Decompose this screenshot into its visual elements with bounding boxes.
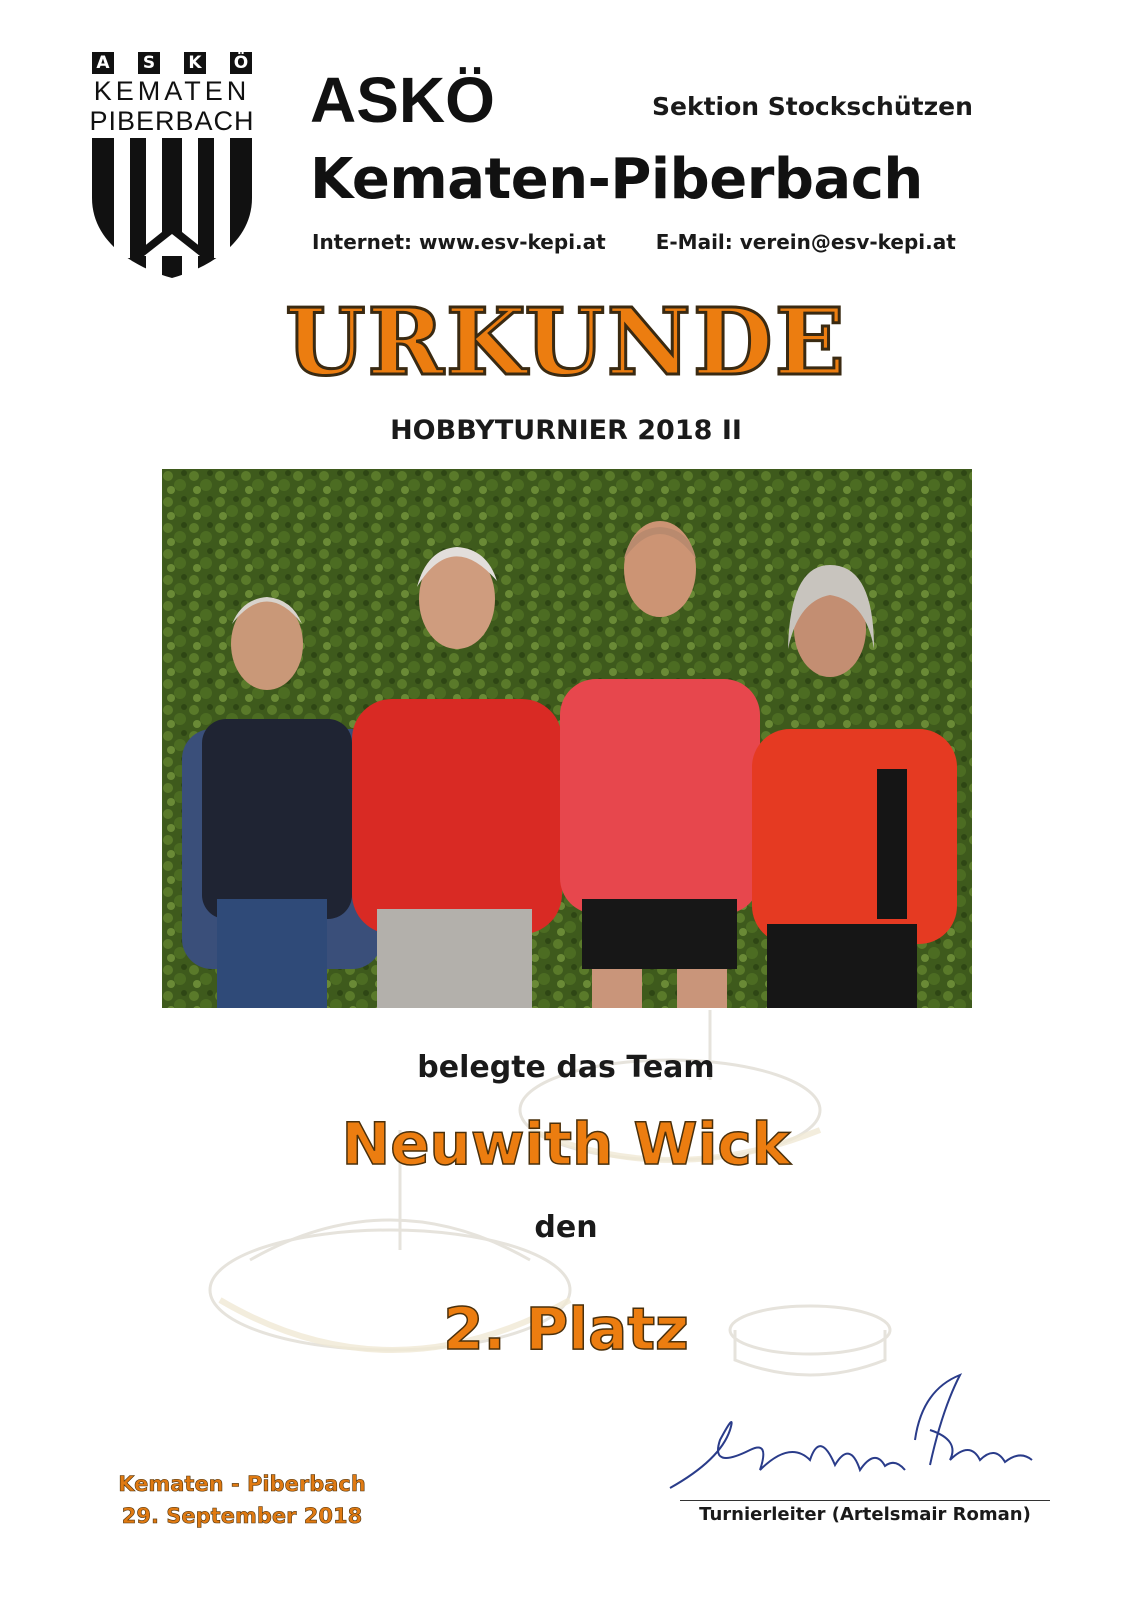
logo-letter: Ö xyxy=(230,52,252,74)
date-text: 29. September 2018 xyxy=(121,1504,363,1528)
signature-caption: Turnierleiter (Artelsmair Roman) xyxy=(699,1504,1031,1525)
tournament-name: HOBBYTURNIER 2018 II xyxy=(390,415,742,446)
logo-town-kematen: KEMATEN xyxy=(93,76,251,106)
club-logo xyxy=(88,48,256,278)
club-name-short: ASKÖ xyxy=(310,64,495,136)
team-photo xyxy=(162,469,972,1008)
logo-letter: S xyxy=(138,52,160,74)
crest-shield-icon xyxy=(88,138,256,278)
website-link[interactable]: Internet: www.esv-kepi.at xyxy=(312,230,606,254)
logo-letter-row xyxy=(92,52,252,74)
email-link[interactable]: E-Mail: verein@esv-kepi.at xyxy=(655,230,956,254)
section-name: Sektion Stockschützen xyxy=(652,92,973,121)
contact-line xyxy=(312,230,1012,254)
logo-town-piberbach: PIBERBACH xyxy=(89,106,255,136)
place-text: Kematen - Piberbach xyxy=(118,1472,366,1496)
team-name: Neuwith Wick xyxy=(341,1110,791,1178)
placement: 2. Platz xyxy=(443,1295,689,1363)
logo-letter: A xyxy=(92,52,114,74)
certificate-title: URKUNDE xyxy=(285,288,847,396)
connector-text: den xyxy=(534,1210,598,1245)
signature-icon xyxy=(660,1370,1040,1510)
club-name-long: Kematen-Piberbach xyxy=(310,147,923,212)
place-and-date xyxy=(62,1468,422,1532)
logo-letter: K xyxy=(184,52,206,74)
signature-line xyxy=(680,1500,1050,1501)
lead-text: belegte das Team xyxy=(417,1050,715,1085)
